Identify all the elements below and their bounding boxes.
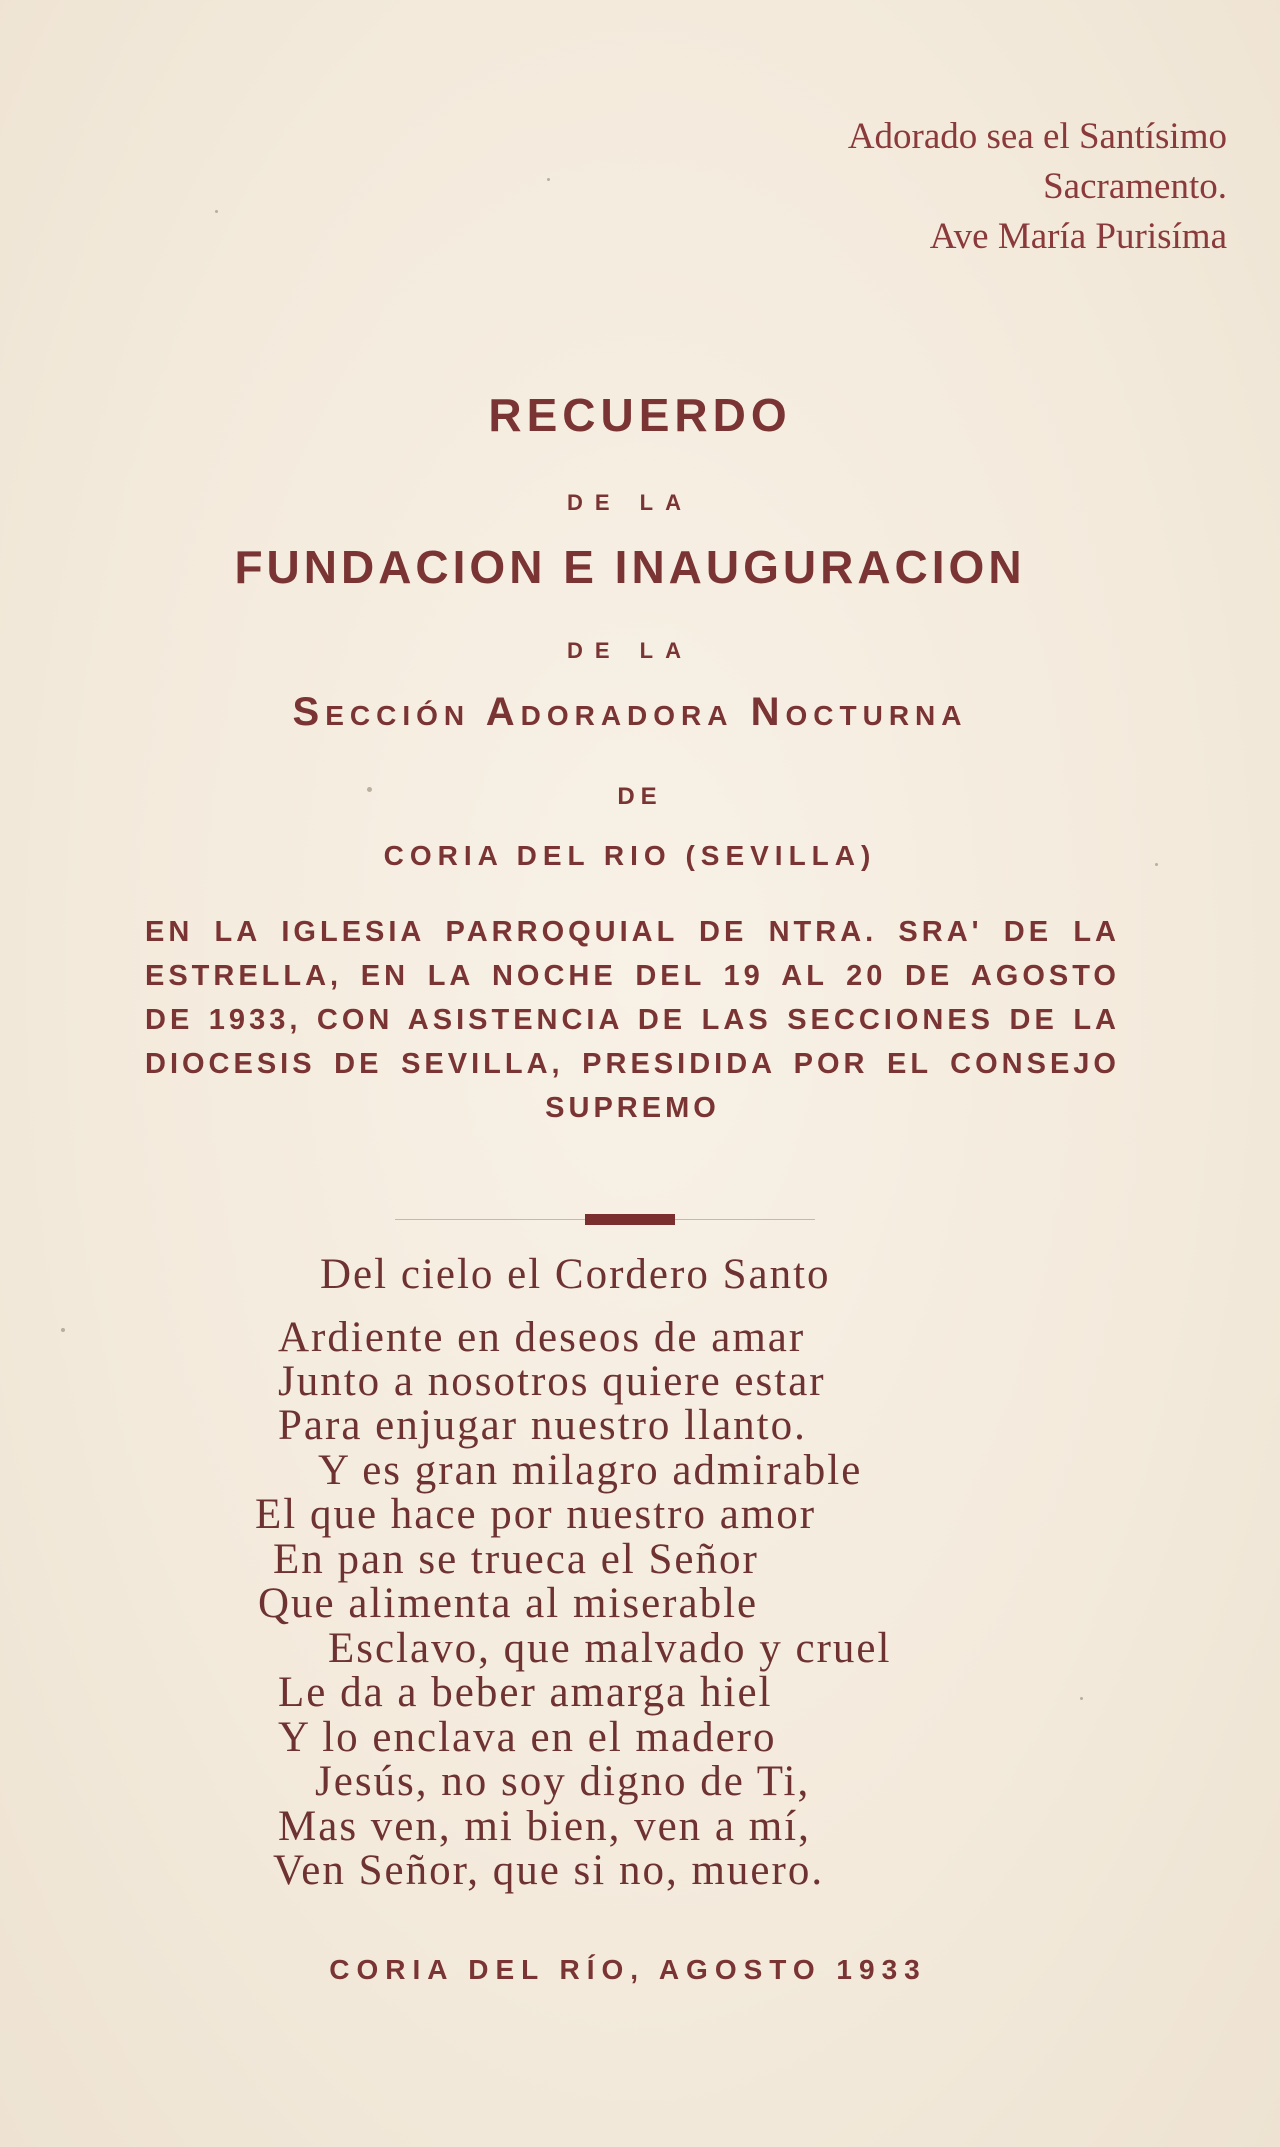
title-fundacion: FUNDACION E INAUGURACION: [234, 541, 1026, 593]
poem-line: Que alimenta al miserable: [258, 1580, 759, 1627]
poem-line: El que hace por nuestro amor: [255, 1491, 817, 1538]
event-description: EN LA IGLESIA PARROQUIAL DE NTRA. SRA' DE LA ESTRELLA, EN LA NOCHE DEL 19 AL 20 DE AGOSTO DE 1933, CON ASISTENCIA DE LAS SECCIONES DE LA DIOCESIS DE SEVILLA, PRESIDIDA POR EL CONSEJO SUPREMO: [145, 916, 1120, 1124]
subtitle-de-la: DE LA: [567, 638, 693, 663]
poem-line: Ven Señor, que si no, muero.: [273, 1847, 825, 1894]
poem-line: Le da a beber amarga hiel: [278, 1669, 773, 1716]
poem-line: Del cielo el Cordero Santo: [320, 1251, 831, 1298]
header-devotional-note: [527, 112, 1227, 262]
divider-ornament: [585, 1214, 675, 1225]
paper-speck: [215, 210, 218, 213]
header-note-line: Sacramento.: [1043, 166, 1227, 207]
subtitle-de-la: DE LA: [567, 490, 693, 515]
poem-line: Y lo enclava en el madero: [278, 1714, 777, 1761]
paper-speck: [1080, 1697, 1083, 1700]
header-note-line: Adorado sea el Santísimo: [847, 116, 1227, 157]
poem-line: Y es gran milagro admirable: [318, 1447, 863, 1494]
footer-place-date: CORIA DEL RÍO, AGOSTO 1933: [329, 1954, 927, 1985]
poem-line: Junto a nosotros quiere estar: [278, 1358, 826, 1405]
poem-line: Ardiente en deseos de amar: [278, 1314, 806, 1361]
poem-line: En pan se trueca el Señor: [273, 1536, 759, 1583]
title-seccion: Sección Adoradora Nocturna: [292, 690, 968, 734]
header-note-line: Ave María Purisíma: [929, 216, 1227, 257]
poem-line: Esclavo, que malvado y cruel: [328, 1625, 892, 1672]
subtitle-de: DE: [617, 783, 663, 810]
poem-line: Mas ven, mi bien, ven a mí,: [278, 1803, 811, 1850]
title-recuerdo: RECUERDO: [488, 389, 792, 441]
place-name: CORIA DEL RIO (SEVILLA): [383, 840, 877, 871]
poem-line: Jesús, no soy digno de Ti,: [315, 1758, 811, 1805]
paper-speck: [61, 1328, 65, 1332]
poem-line: Para enjugar nuestro llanto.: [278, 1402, 807, 1449]
